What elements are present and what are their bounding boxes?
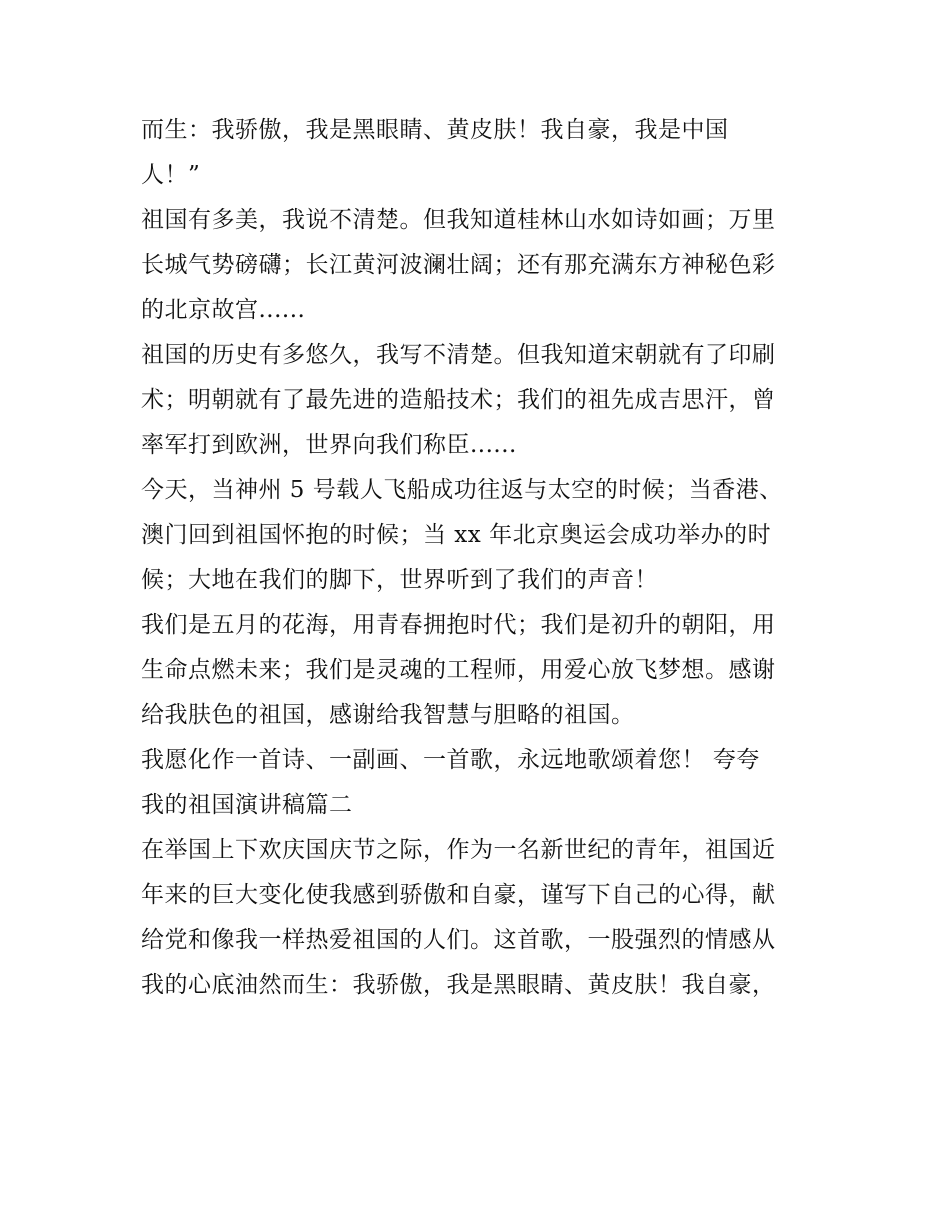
- text-line: 澳门回到祖国怀抱的时候；当 xx 年北京奥运会成功举办的时: [141, 522, 772, 548]
- text-line: 的北京故宫......: [141, 297, 306, 323]
- text-line: 给党和像我一样热爱祖国的人们。这首歌，一股强烈的情感从: [141, 927, 776, 953]
- text-line: 我愿化作一首诗、一副画、一首歌，永远地歌颂着您！ 夸夸: [141, 747, 760, 773]
- text-line: 年来的巨大变化使我感到骄傲和自豪，谨写下自己的心得，献: [141, 882, 776, 908]
- text-line: 而生：我骄傲，我是黑眼睛、黄皮肤！我自豪，我是中国: [141, 117, 729, 143]
- text-line: 术；明朝就有了最先进的造船技术；我们的祖先成吉思汗，曾: [141, 387, 776, 413]
- text-line: 祖国的历史有多悠久，我写不清楚。但我知道宋朝就有了印刷: [141, 342, 776, 368]
- text-line: 人！”: [141, 162, 201, 188]
- text-line: 我们是五月的花海，用青春拥抱时代；我们是初升的朝阳，用: [141, 612, 776, 638]
- section-heading: 我的祖国演讲稿篇二: [141, 792, 353, 818]
- text-line: 在举国上下欢庆国庆节之际，作为一名新世纪的青年，祖国近: [141, 837, 776, 863]
- text-line: 候；大地在我们的脚下，世界听到了我们的声音！: [141, 567, 658, 593]
- text-line: 率军打到欧洲，世界向我们称臣......: [141, 432, 517, 458]
- text-line: 给我肤色的祖国，感谢给我智慧与胆略的祖国。: [141, 702, 635, 728]
- text-line: 今天，当神州 5 号载人飞船成功往返与太空的时候；当香港、: [141, 477, 783, 503]
- text-line: 生命点燃未来；我们是灵魂的工程师，用爱心放飞梦想。感谢: [141, 657, 776, 683]
- text-line: 我的心底油然而生：我骄傲，我是黑眼睛、黄皮肤！我自豪，: [141, 972, 776, 998]
- body-text: [141, 108, 821, 1008]
- text-line: 长城气势磅礴；长江黄河波澜壮阔；还有那充满东方神秘色彩: [141, 252, 776, 278]
- text-line: 祖国有多美，我说不清楚。但我知道桂林山水如诗如画；万里: [141, 207, 776, 233]
